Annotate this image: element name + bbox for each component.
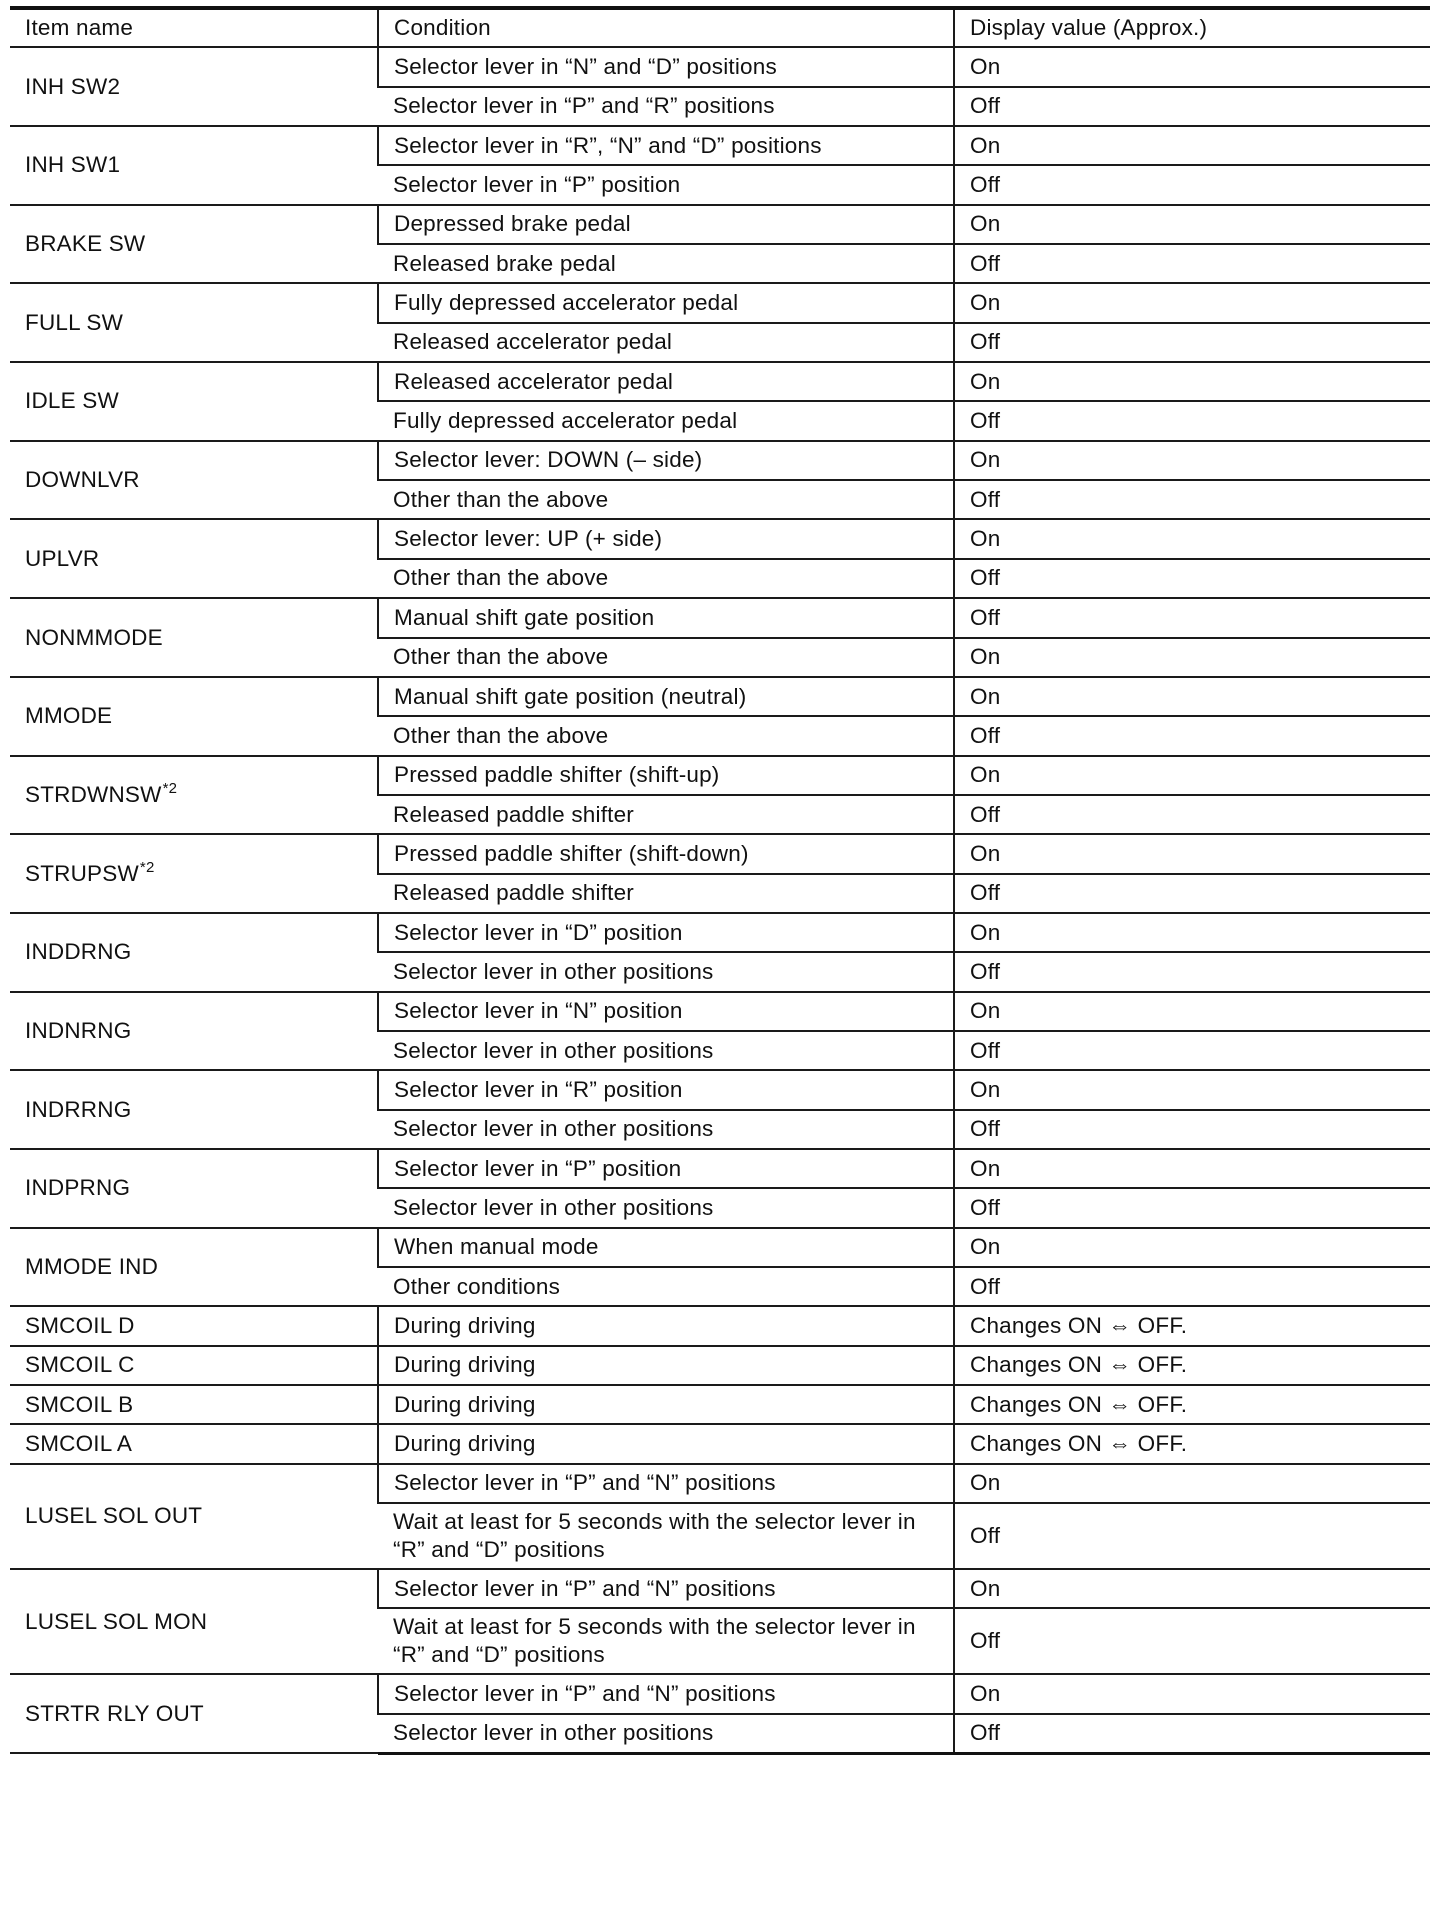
condition-cell: Pressed paddle shifter (shift-down) xyxy=(378,834,954,873)
display-value-cell: On xyxy=(954,283,1430,322)
item-name-cell xyxy=(10,441,378,520)
condition-cell: Released paddle shifter xyxy=(378,795,954,834)
item-name: MMODE IND xyxy=(25,1254,159,1279)
condition-cell: During driving xyxy=(378,1385,954,1424)
display-value-cell: Off xyxy=(954,1267,1430,1306)
item-name: INDRRNG xyxy=(25,1096,132,1122)
table-row xyxy=(10,441,1430,480)
condition-cell: Fully depressed accelerator pedal xyxy=(378,283,954,322)
item-name: SMCOIL B xyxy=(25,1391,134,1417)
item-name-cell xyxy=(10,913,378,992)
table-row xyxy=(10,1569,1430,1608)
table-row xyxy=(10,1424,1430,1463)
display-value-cell: Off xyxy=(954,1031,1430,1070)
table-row xyxy=(10,126,1430,165)
item-name: LUSEL SOL MON xyxy=(25,1608,208,1634)
item-name-cell xyxy=(10,205,378,284)
header-row xyxy=(10,8,1430,47)
display-value-cell: On xyxy=(954,638,1430,677)
item-name: INDNRNG xyxy=(25,1017,132,1043)
item-name-cell xyxy=(10,1306,378,1345)
table-row xyxy=(10,1228,1430,1267)
display-value-cell: Off xyxy=(954,1503,1430,1569)
condition-cell: Depressed brake pedal xyxy=(378,205,954,244)
display-value-cell: Changes ON ⇔ OFF. xyxy=(954,1346,1430,1385)
item-name-cell xyxy=(10,1070,378,1149)
table-body xyxy=(10,47,1430,1753)
display-value-cell: Off xyxy=(954,559,1430,598)
condition-cell: Pressed paddle shifter (shift-up) xyxy=(378,756,954,795)
item-name-cell xyxy=(10,126,378,205)
condition-cell: Other than the above xyxy=(378,638,954,677)
data-monitor-table xyxy=(10,6,1430,1755)
item-name: SMCOIL D xyxy=(25,1313,135,1339)
condition-cell: Released paddle shifter xyxy=(378,874,954,913)
condition-cell: Selector lever in other positions xyxy=(378,1188,954,1227)
item-name-cell xyxy=(10,519,378,598)
display-value-cell: Off xyxy=(954,1714,1430,1753)
table-row xyxy=(10,992,1430,1031)
condition-cell: Selector lever in “N” and “D” positions xyxy=(378,47,954,86)
item-name: NONMMODE xyxy=(25,624,163,650)
condition-cell: During driving xyxy=(378,1424,954,1463)
condition-cell: Wait at least for 5 seconds with the selector lever in “R” and “D” positions xyxy=(378,1608,954,1674)
condition-cell: Selector lever in “P” position xyxy=(378,165,954,204)
condition-cell: Selector lever in other positions xyxy=(378,1110,954,1149)
item-name-cell xyxy=(10,362,378,441)
table-row xyxy=(10,756,1430,795)
display-value-cell: Off xyxy=(954,401,1430,440)
table-row xyxy=(10,1346,1430,1385)
display-value-cell: On xyxy=(954,1674,1430,1713)
condition-cell: Selector lever in “P” and “R” positions xyxy=(378,87,954,126)
item-name: STRTR RLY OUT xyxy=(25,1700,204,1726)
condition-cell: Selector lever in other positions xyxy=(378,1031,954,1070)
display-value-cell: Changes ON ⇔ OFF. xyxy=(954,1306,1430,1345)
display-value-cell: On xyxy=(954,1569,1430,1608)
table-row xyxy=(10,1149,1430,1188)
condition-cell: During driving xyxy=(378,1306,954,1345)
footnote-marker: *2 xyxy=(162,779,178,797)
display-value-cell: On xyxy=(954,1070,1430,1109)
condition-cell: Selector lever in other positions xyxy=(378,1714,954,1753)
condition-cell: Other than the above xyxy=(378,716,954,755)
condition-cell: Selector lever in “P” and “N” positions xyxy=(378,1569,954,1608)
item-name: BRAKE SW xyxy=(25,231,146,257)
display-value-cell: Off xyxy=(954,598,1430,637)
condition-cell: Selector lever in “R” position xyxy=(378,1070,954,1109)
display-value-cell: Changes ON ⇔ OFF. xyxy=(954,1385,1430,1424)
display-value-cell: On xyxy=(954,756,1430,795)
item-name-cell xyxy=(10,1674,378,1753)
header-condition: Condition xyxy=(378,8,954,47)
display-value-cell: On xyxy=(954,1228,1430,1267)
condition-cell: Selector lever: DOWN (– side) xyxy=(378,441,954,480)
display-value-cell: On xyxy=(954,205,1430,244)
table-row xyxy=(10,913,1430,952)
display-value-cell: Off xyxy=(954,795,1430,834)
condition-cell: Fully depressed accelerator pedal xyxy=(378,401,954,440)
item-name: INH SW1 xyxy=(25,152,121,178)
table-row xyxy=(10,1070,1430,1109)
item-name-cell xyxy=(10,1569,378,1674)
condition-cell: Selector lever in other positions xyxy=(378,952,954,991)
item-name-cell xyxy=(10,1346,378,1385)
condition-cell: Manual shift gate position (neutral) xyxy=(378,677,954,716)
display-value-cell: On xyxy=(954,992,1430,1031)
item-name: FULL SW xyxy=(25,309,124,335)
item-name-cell xyxy=(10,1424,378,1463)
display-value-cell: Off xyxy=(954,323,1430,362)
display-value-cell: Off xyxy=(954,1608,1430,1674)
item-name: STRDWNSW xyxy=(25,781,162,807)
item-name: MMODE xyxy=(25,703,113,729)
display-value-cell: On xyxy=(954,913,1430,952)
item-name: INH SW2 xyxy=(25,73,121,99)
item-name: SMCOIL A xyxy=(25,1431,133,1457)
condition-cell: During driving xyxy=(378,1346,954,1385)
condition-cell: Selector lever in “R”, “N” and “D” positions xyxy=(378,126,954,165)
condition-cell: Released accelerator pedal xyxy=(378,362,954,401)
table-row xyxy=(10,283,1430,322)
item-name: UPLVR xyxy=(25,545,100,571)
display-value-cell: On xyxy=(954,677,1430,716)
item-name-cell xyxy=(10,47,378,126)
display-value-cell: On xyxy=(954,519,1430,558)
condition-cell: When manual mode xyxy=(378,1228,954,1267)
item-name-cell xyxy=(10,992,378,1071)
item-name-cell xyxy=(10,1149,378,1228)
table-row xyxy=(10,1464,1430,1503)
item-name: DOWNLVR xyxy=(25,467,140,493)
display-value-cell: Off xyxy=(954,165,1430,204)
table-row xyxy=(10,47,1430,86)
condition-cell: Selector lever: UP (+ side) xyxy=(378,519,954,558)
table-row xyxy=(10,1306,1430,1345)
item-name: INDPRNG xyxy=(25,1175,131,1201)
condition-cell: Released accelerator pedal xyxy=(378,323,954,362)
footnote-marker: *2 xyxy=(139,858,155,876)
condition-cell: Selector lever in “D” position xyxy=(378,913,954,952)
item-name-cell xyxy=(10,283,378,362)
item-name-cell xyxy=(10,756,378,835)
condition-cell: Wait at least for 5 seconds with the selector lever in “R” and “D” positions xyxy=(378,1503,954,1569)
table-row xyxy=(10,362,1430,401)
display-value-cell: Off xyxy=(954,1110,1430,1149)
item-name-cell xyxy=(10,834,378,913)
item-name: INDDRNG xyxy=(25,939,132,965)
table-row xyxy=(10,1385,1430,1424)
table-row xyxy=(10,205,1430,244)
display-value-cell: On xyxy=(954,1464,1430,1503)
display-value-cell: On xyxy=(954,126,1430,165)
display-value-cell: On xyxy=(954,441,1430,480)
display-value-cell: Off xyxy=(954,480,1430,519)
table-row xyxy=(10,677,1430,716)
condition-cell: Released brake pedal xyxy=(378,244,954,283)
item-name: LUSEL SOL OUT xyxy=(25,1503,203,1529)
display-value-cell: Off xyxy=(954,87,1430,126)
display-value-cell: On xyxy=(954,1149,1430,1188)
header-display-value: Display value (Approx.) xyxy=(954,8,1430,47)
item-name-cell xyxy=(10,677,378,756)
display-value-cell: Off xyxy=(954,952,1430,991)
table-row xyxy=(10,1674,1430,1713)
item-name: STRUPSW xyxy=(25,860,139,886)
condition-cell: Other conditions xyxy=(378,1267,954,1306)
display-value-cell: Off xyxy=(954,244,1430,283)
item-name-cell xyxy=(10,1228,378,1307)
display-value-cell: Changes ON ⇔ OFF. xyxy=(954,1424,1430,1463)
display-value-cell: Off xyxy=(954,1188,1430,1227)
item-name-cell xyxy=(10,1385,378,1424)
table-row xyxy=(10,598,1430,637)
display-value-cell: Off xyxy=(954,716,1430,755)
display-value-cell: On xyxy=(954,834,1430,873)
item-name-cell xyxy=(10,1464,378,1569)
table-row xyxy=(10,834,1430,873)
item-name: IDLE SW xyxy=(25,388,119,414)
header-item-name: Item name xyxy=(10,8,378,47)
table-row xyxy=(10,519,1430,558)
display-value-cell: Off xyxy=(954,874,1430,913)
condition-cell: Selector lever in “P” and “N” positions xyxy=(378,1464,954,1503)
table-header xyxy=(10,8,1430,47)
condition-cell: Selector lever in “P” position xyxy=(378,1149,954,1188)
item-name-cell xyxy=(10,598,378,677)
condition-cell: Other than the above xyxy=(378,480,954,519)
display-value-cell: On xyxy=(954,362,1430,401)
condition-cell: Selector lever in “N” position xyxy=(378,992,954,1031)
display-value-cell: On xyxy=(954,47,1430,86)
condition-cell: Manual shift gate position xyxy=(378,598,954,637)
item-name: SMCOIL C xyxy=(25,1352,135,1378)
condition-cell: Other than the above xyxy=(378,559,954,598)
condition-cell: Selector lever in “P” and “N” positions xyxy=(378,1674,954,1713)
